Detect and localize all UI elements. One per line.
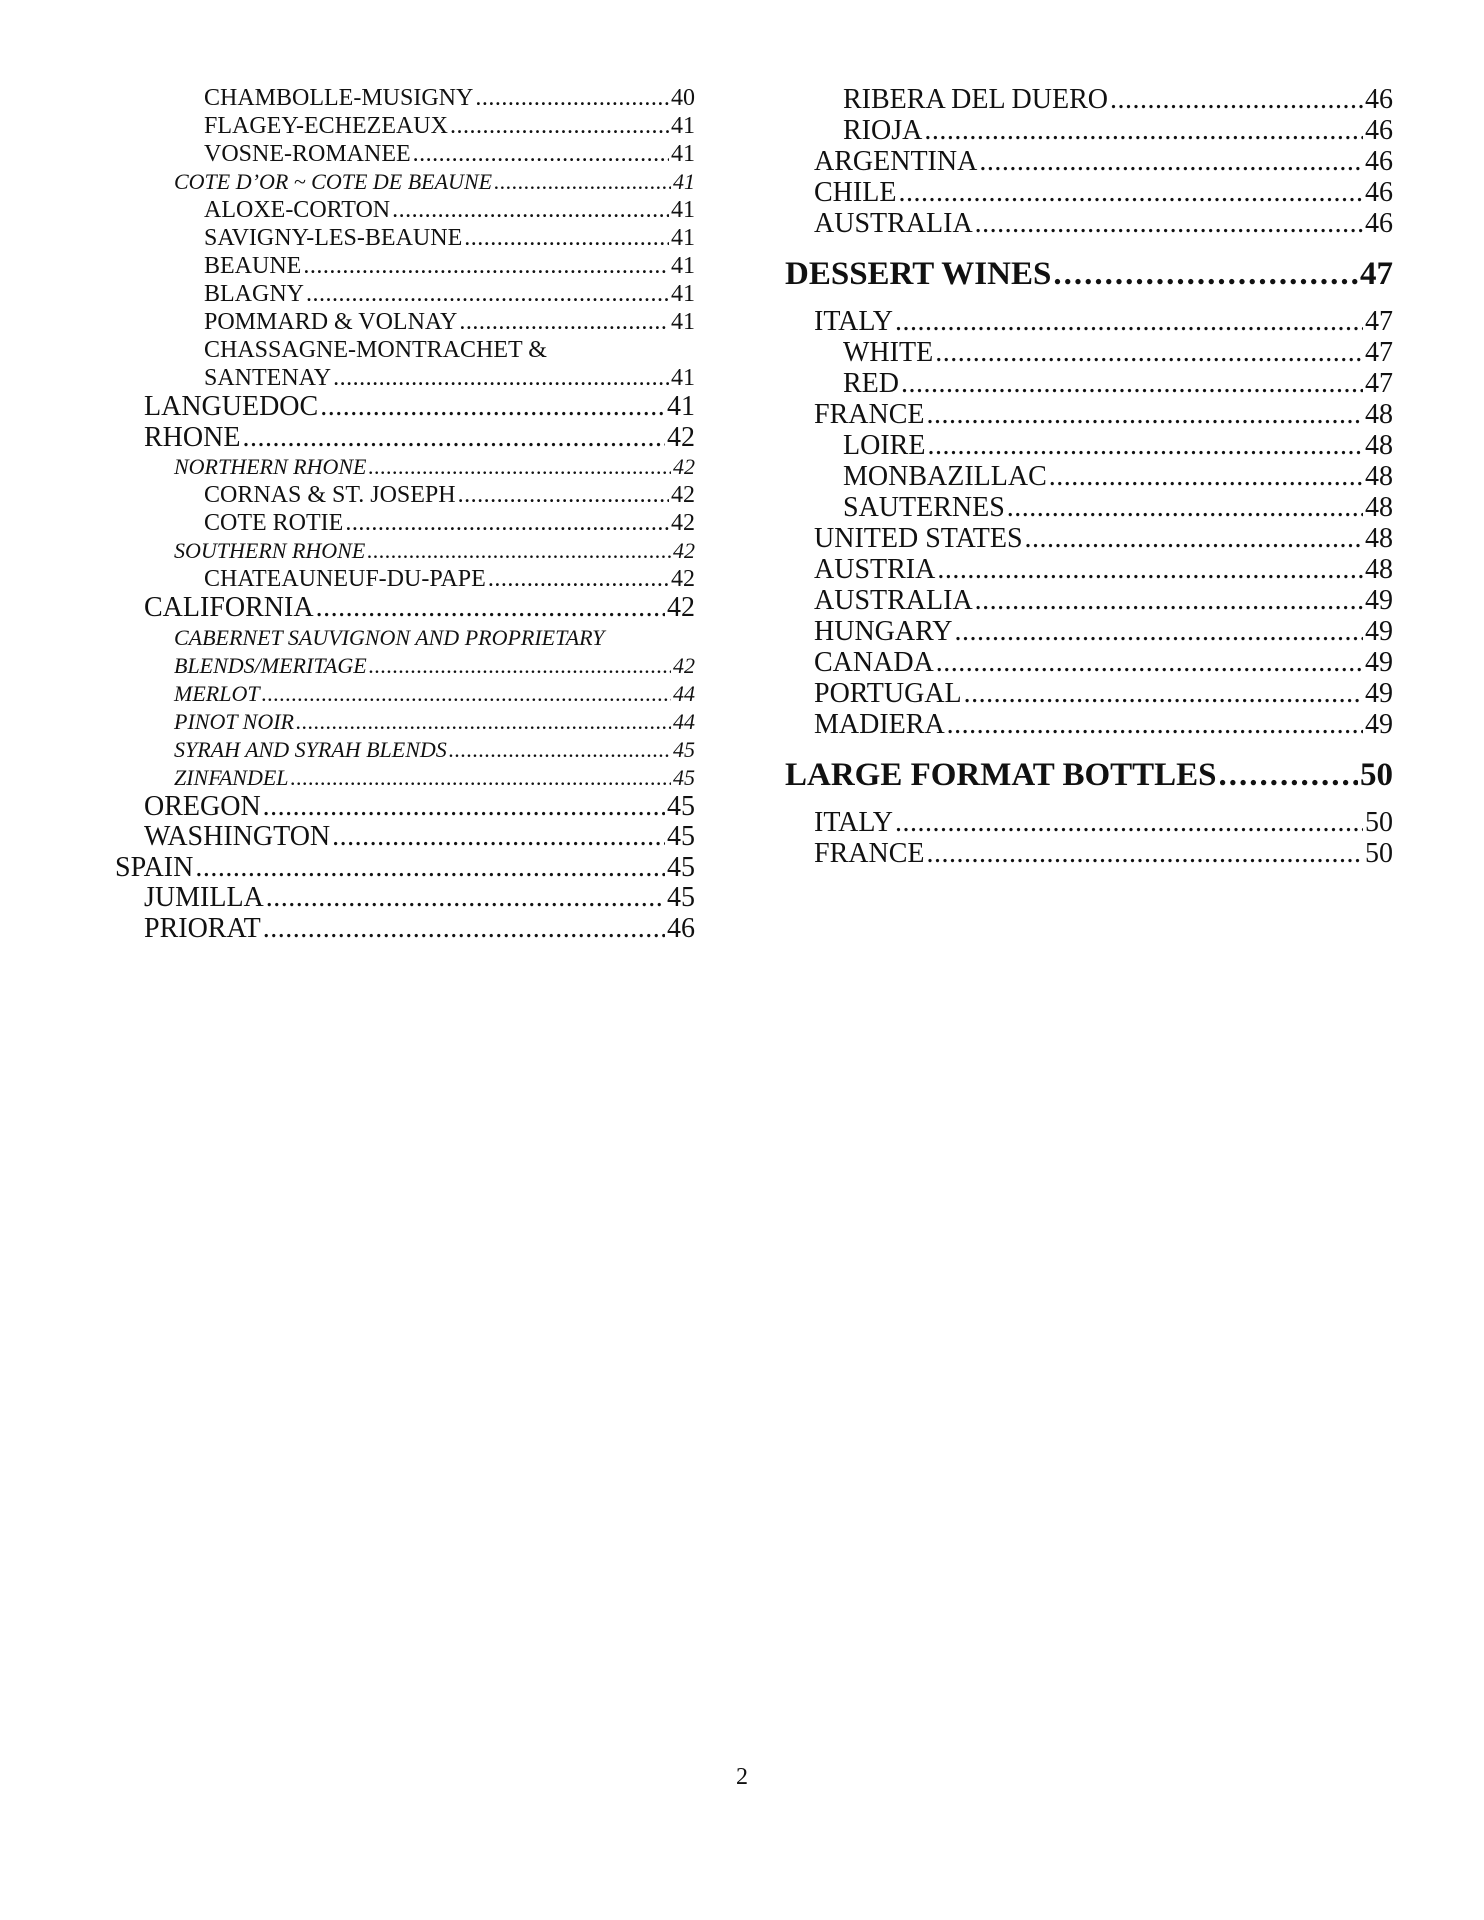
dot-leader [369, 453, 672, 481]
toc-page-number: 42 [673, 454, 695, 479]
toc-entry-text: UNITED STATES [814, 523, 1023, 554]
dot-leader [450, 112, 669, 140]
toc-page-number: 47 [1365, 368, 1393, 399]
toc-page-number: 47 [1360, 256, 1393, 292]
toc-entry-text: SANTENAY [204, 365, 332, 391]
toc-entry-text: RHONE [144, 421, 241, 453]
toc-page-number: 46 [1365, 115, 1393, 146]
toc-entry[interactable] [115, 84, 695, 112]
dot-leader [895, 306, 1363, 337]
toc-entry-text: AUSTRIA [814, 554, 936, 585]
toc-entry-text: JUMILLA [144, 882, 264, 913]
dot-leader [898, 177, 1363, 208]
toc-entry[interactable] [115, 736, 695, 764]
toc-entry-text: WASHINGTON [144, 821, 331, 852]
toc-entry-text: LANGUEDOC [144, 391, 319, 422]
toc-page-number: 42 [673, 538, 695, 563]
toc-page-number: 45 [667, 882, 695, 913]
dot-leader [263, 792, 665, 823]
toc-entry-text: PRIORAT [144, 912, 261, 944]
dot-leader [935, 337, 1363, 368]
toc-entry-text: CHATEAUNEUF-DU-PAPE [204, 566, 486, 592]
toc-page-number: 47 [1365, 306, 1393, 337]
toc-entry-text: ITALY [814, 306, 893, 337]
toc-entry-text: ITALY [814, 807, 893, 838]
toc-page-number: 42 [671, 510, 695, 536]
toc-entry[interactable] [785, 306, 1393, 337]
dot-leader [964, 678, 1363, 709]
toc-page-number: 42 [667, 592, 695, 623]
toc-page-number: 49 [1365, 585, 1393, 616]
toc-entry[interactable] [115, 537, 695, 565]
toc-entry[interactable] [115, 883, 695, 914]
toc-entry-text: POMMARD & VOLNAY [204, 309, 458, 335]
toc-entry[interactable] [115, 112, 695, 140]
dot-leader [242, 423, 665, 454]
toc-page-number: 45 [673, 736, 695, 762]
dot-leader [1049, 461, 1363, 492]
toc-entry-text: CABERNET SAUVIGNON AND PROPRIETARY [174, 624, 605, 650]
dot-leader [1025, 523, 1363, 554]
toc-entry-text: RED [843, 368, 899, 399]
toc-page-number: 49 [1365, 616, 1393, 647]
toc-entry-text: SOUTHERN RHONE [174, 538, 366, 563]
toc-entry[interactable] [115, 822, 695, 853]
toc-entry-text: BLAGNY [204, 281, 304, 307]
toc-page-number: 46 [1365, 177, 1393, 208]
toc-entry-text: AUSTRALIA [814, 208, 973, 239]
dot-leader [449, 736, 671, 764]
toc-page-number: 45 [673, 764, 695, 790]
toc-page-number: 42 [671, 566, 695, 592]
toc-page-number: 48 [1365, 523, 1393, 554]
toc-entry-text: AUSTRALIA [814, 585, 973, 616]
toc-entry[interactable] [115, 481, 695, 509]
toc-page-number: 49 [1365, 678, 1393, 709]
toc-entry-text: BLENDS/MERITAGE [174, 652, 367, 678]
toc-entry-text: CHASSAGNE-MONTRACHET & [204, 337, 547, 363]
toc-entry[interactable] [115, 168, 695, 196]
toc-entry[interactable] [115, 509, 695, 537]
toc-entry-text: SPAIN [115, 851, 194, 883]
toc-entry-text: CHAMBOLLE-MUSIGNY [204, 85, 474, 111]
toc-entry[interactable] [785, 838, 1393, 869]
dot-leader [332, 822, 665, 853]
toc-page-number: 42 [673, 652, 695, 678]
toc-entry[interactable] [785, 177, 1393, 208]
dot-leader [369, 652, 671, 680]
toc-entry-text: PORTUGAL [814, 678, 962, 709]
toc-entry[interactable] [115, 224, 695, 252]
toc-page-number: 41 [673, 169, 695, 194]
toc-page-number: 48 [1365, 399, 1393, 430]
dot-leader [947, 709, 1363, 740]
toc-entry[interactable] [115, 792, 695, 823]
toc-entry[interactable] [115, 196, 695, 224]
dot-leader [306, 280, 669, 308]
toc-entry-text: MADIERA [814, 709, 945, 740]
toc-entry-text: DESSERT WINES [785, 256, 1052, 292]
toc-page-number: 44 [673, 680, 695, 706]
toc-entry-text: RIOJA [843, 115, 923, 146]
dot-leader [975, 585, 1363, 616]
toc-page-number: 47 [1365, 337, 1393, 368]
dot-leader [895, 807, 1363, 838]
toc-page-number: 48 [1365, 492, 1393, 523]
toc-entry[interactable] [115, 652, 695, 680]
dot-leader [296, 708, 671, 736]
toc-left-column [115, 84, 695, 944]
toc-entry[interactable] [785, 337, 1393, 368]
toc-page-number: 50 [1365, 838, 1393, 869]
toc-page-number: 46 [667, 912, 695, 944]
toc-entry[interactable] [785, 709, 1393, 740]
dot-leader [1053, 254, 1358, 294]
toc-entry-text: MONBAZILLAC [843, 461, 1047, 492]
dot-leader [345, 509, 669, 537]
toc-entry[interactable] [115, 565, 695, 593]
toc-entry[interactable] [115, 680, 695, 708]
dot-leader [367, 537, 671, 565]
page-number: 2 [736, 1764, 748, 1790]
toc-entry-text: CHILE [814, 177, 897, 208]
toc-entry[interactable] [785, 647, 1393, 678]
dot-leader [263, 914, 665, 945]
toc-entry-text: ARGENTINA [814, 146, 978, 177]
toc-page-number: 41 [667, 391, 695, 422]
toc-page-number: 48 [1365, 461, 1393, 492]
toc-entry[interactable] [785, 208, 1393, 239]
toc-page-number: 46 [1365, 146, 1393, 177]
dot-leader [979, 146, 1363, 177]
toc-entry-text: ALOXE-CORTON [204, 197, 391, 223]
toc-entry-text: PINOT NOIR [174, 708, 294, 734]
toc-page-number: 40 [671, 85, 695, 111]
toc-page-number: 49 [1365, 647, 1393, 678]
toc-entry[interactable] [115, 853, 695, 884]
toc-entry[interactable] [115, 453, 695, 481]
toc-entry[interactable] [115, 914, 695, 945]
toc-entry-text: SAUTERNES [843, 492, 1005, 523]
toc-section-heading[interactable] [785, 254, 1393, 294]
toc-entry-text: FRANCE [814, 838, 925, 869]
dot-leader [316, 593, 665, 624]
toc-entry[interactable] [115, 593, 695, 624]
dot-leader [333, 364, 669, 392]
toc-section-heading[interactable] [785, 755, 1393, 795]
toc-entry-text: SAVIGNY-LES-BEAUNE [204, 225, 463, 251]
toc-page-number: 48 [1365, 554, 1393, 585]
toc-page-number: 46 [1365, 84, 1393, 115]
toc-entry[interactable] [785, 146, 1393, 177]
toc-entry-text: LOIRE [843, 430, 926, 461]
dot-leader [291, 764, 671, 792]
toc-entry[interactable] [115, 252, 695, 280]
dot-leader [926, 838, 1363, 869]
toc-right-column [785, 84, 1393, 869]
toc-entry[interactable] [115, 308, 695, 336]
toc-entry[interactable] [785, 585, 1393, 616]
toc-page-number: 42 [667, 421, 695, 453]
toc-entry[interactable] [115, 392, 695, 423]
toc-entry-text: CORNAS & ST. JOSEPH [204, 482, 456, 508]
toc-entry-text: ZINFANDEL [174, 764, 289, 790]
toc-page-number: 46 [1365, 208, 1393, 239]
dot-leader [475, 84, 669, 112]
toc-entry-text: FLAGEY-ECHEZEAUX [204, 113, 448, 139]
toc-page-number: 41 [671, 253, 695, 279]
toc-page-number: 45 [667, 790, 695, 822]
dot-leader [936, 647, 1363, 678]
toc-page-number: 41 [671, 197, 695, 223]
toc-page-number: 41 [671, 141, 695, 167]
toc-entry[interactable] [785, 461, 1393, 492]
toc-entry[interactable] [115, 423, 695, 454]
toc-entry-text: NORTHERN RHONE [174, 454, 367, 479]
dot-leader [924, 115, 1363, 146]
toc-entry[interactable] [785, 430, 1393, 461]
toc-entry[interactable] [785, 678, 1393, 709]
toc-entry-label [115, 336, 695, 364]
toc-page-number: 41 [671, 309, 695, 335]
toc-page-number: 41 [671, 225, 695, 251]
toc-entry-text: WHITE [843, 337, 934, 368]
dot-leader [413, 140, 669, 168]
toc-entry[interactable] [785, 616, 1393, 647]
toc-entry-label [115, 624, 695, 652]
toc-entry-text: CANADA [814, 647, 934, 678]
toc-page-number: 42 [671, 482, 695, 508]
toc-page-number: 44 [673, 708, 695, 734]
toc-entry[interactable] [115, 764, 695, 792]
toc-entry[interactable] [785, 807, 1393, 838]
toc-page-number: 41 [671, 281, 695, 307]
toc-entry[interactable] [785, 115, 1393, 146]
toc-entry[interactable] [115, 708, 695, 736]
toc-entry[interactable] [785, 523, 1393, 554]
toc-entry-text: BEAUNE [204, 253, 302, 279]
toc-entry-text: OREGON [144, 790, 261, 822]
toc-entry[interactable] [785, 368, 1393, 399]
dot-leader [262, 680, 671, 708]
toc-entry[interactable] [785, 492, 1393, 523]
toc-page-number: 48 [1365, 430, 1393, 461]
toc-entry-text: COTE D’OR ~ COTE DE BEAUNE [174, 169, 493, 194]
dot-leader [954, 616, 1363, 647]
dot-leader [494, 168, 671, 196]
toc-page-number: 41 [671, 365, 695, 391]
toc-page-number: 50 [1365, 807, 1393, 838]
toc-entry[interactable] [115, 140, 695, 168]
toc-entry-text: HUNGARY [814, 616, 953, 647]
toc-entry-text: SYRAH AND SYRAH BLENDS [174, 736, 447, 762]
dot-leader [195, 853, 665, 884]
dot-leader [1110, 84, 1363, 115]
dot-leader [488, 565, 669, 593]
dot-leader [320, 392, 665, 423]
toc-entry[interactable] [115, 364, 695, 392]
dot-leader [927, 430, 1363, 461]
toc-entry[interactable] [115, 280, 695, 308]
toc-entry[interactable] [785, 399, 1393, 430]
dot-leader [459, 308, 669, 336]
dot-leader [1219, 755, 1358, 795]
toc-entry-text: COTE ROTIE [204, 510, 344, 536]
toc-entry-text: VOSNE-ROMANEE [204, 141, 411, 167]
toc-entry-text: CALIFORNIA [144, 592, 314, 623]
toc-page-number: 45 [667, 821, 695, 852]
dot-leader [975, 208, 1363, 239]
dot-leader [937, 554, 1363, 585]
dot-leader [303, 252, 669, 280]
dot-leader [901, 368, 1363, 399]
toc-entry-text: MERLOT [174, 680, 260, 706]
toc-entry-text: LARGE FORMAT BOTTLES [785, 757, 1217, 793]
dot-leader [926, 399, 1363, 430]
toc-page-number: 45 [667, 851, 695, 883]
toc-entry[interactable] [785, 554, 1393, 585]
dot-leader [392, 196, 669, 224]
toc-entry-text: RIBERA DEL DUERO [843, 84, 1108, 115]
dot-leader [1007, 492, 1363, 523]
toc-page-number: 49 [1365, 709, 1393, 740]
toc-page-number: 41 [671, 113, 695, 139]
dot-leader [458, 481, 669, 509]
dot-leader [464, 224, 669, 252]
dot-leader [266, 883, 665, 914]
toc-entry-text: FRANCE [814, 399, 925, 430]
toc-page-number: 50 [1360, 757, 1393, 793]
toc-entry[interactable] [785, 84, 1393, 115]
